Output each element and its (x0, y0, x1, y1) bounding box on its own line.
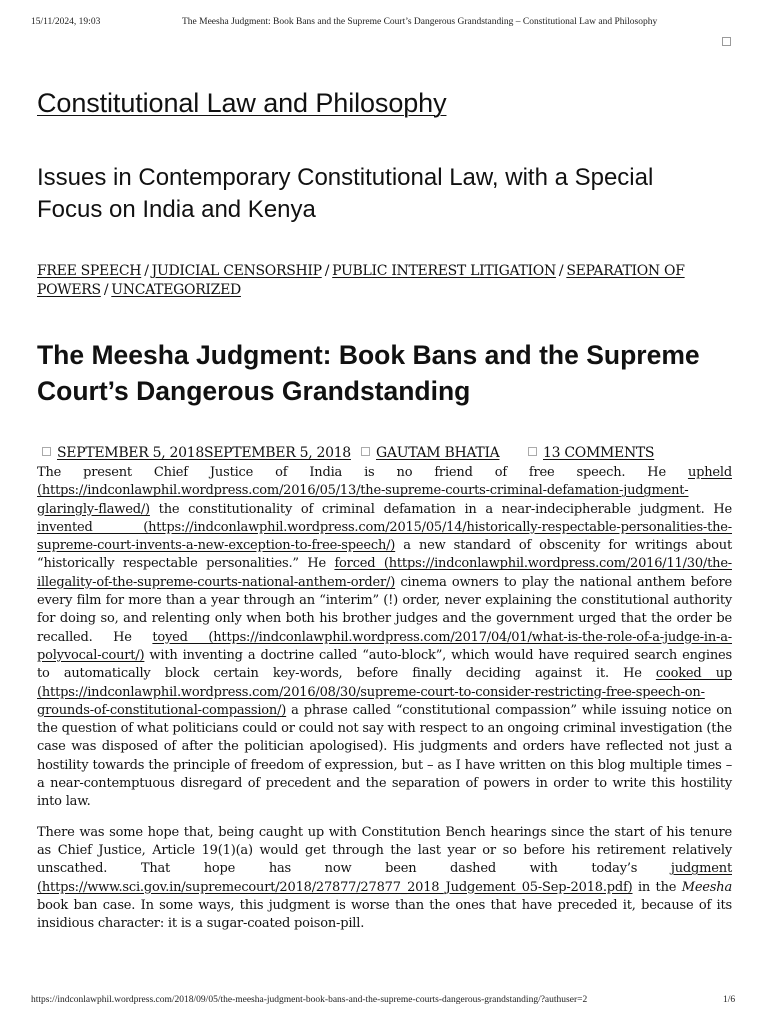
text-run: The present Chief Justice of India is no friend of free speech. He (37, 465, 688, 480)
category-separator: / (558, 263, 564, 279)
category-link-uncategorized[interactable]: UNCATEGORIZED (111, 282, 241, 298)
checkbox-icon[interactable] (722, 37, 731, 46)
print-url: https://indconlawphil.wordpress.com/2018/09/05/the-meesha-judgment-book-bans-and-the-supreme-courts-dangerous-grandstanding/?authuser=2 (31, 995, 588, 1005)
print-page-title: The Meesha Judgment: Book Bans and the Supreme Court’s Dangerous Grandstanding – Constitutional Law and Philosophy (182, 17, 658, 27)
category-separator: / (144, 263, 149, 279)
calendar-icon (42, 447, 51, 456)
text-run: book ban case. In some ways, this judgment is worse than the ones that have preceded it, because of its insidious character: it is a sugar-coated poison-pill. (37, 897, 732, 932)
link-cooked-up[interactable]: cooked up (https://indconlawphil.wordpress.com/2016/08/30/supreme-court-to-consider-restricting-free-speech-on-grounds-of-constitutional-compassion/) (37, 666, 732, 718)
category-link-free-speech[interactable]: FREE SPEECH (37, 263, 142, 279)
site-description: Issues in Contemporary Constitutional Law, with a Special Focus on India and Kenya (37, 164, 654, 223)
comment-icon (528, 447, 537, 456)
paragraph-2 (37, 824, 732, 934)
category-link-separation-of-powers[interactable]: SEPARATION OF POWERS (37, 263, 685, 298)
text-run: cinema owners to play the national anthem before every film for more than a year through an “interim” (!) order, never explaining the constitutional authority for doing so, and relenting only when both his brother judges and the government urged that the order be recalled. He (37, 574, 732, 645)
paragraph-1 (37, 464, 732, 812)
category-separator: / (103, 282, 109, 298)
category-link-public-interest-litigation[interactable]: PUBLIC INTEREST LITIGATION (332, 263, 556, 279)
post-comments-link[interactable]: 13 COMMENTS (543, 445, 655, 461)
link-forced[interactable]: forced (https://indconlawphil.wordpress.com/2016/11/30/the-illegality-of-the-supreme-courts-national-anthem-order/) (37, 556, 732, 590)
category-link-judicial-censorship[interactable]: JUDICIAL CENSORSHIP (151, 263, 322, 279)
case-name: Meesha (681, 879, 732, 895)
text-run: the constitutionality of criminal defamation in a near-indecipherable judgment. He (149, 501, 732, 517)
category-separator: / (324, 263, 330, 279)
post-author (361, 445, 499, 461)
post-comments (528, 445, 654, 461)
text-run: a new standard of obscenity for writings about “historically respectable personalities.” He (37, 538, 732, 572)
link-toyed[interactable]: toyed (https://indconlawphil.wordpress.com/2017/04/01/what-is-the-role-of-a-judge-in-a-polyvocal-court/) (37, 629, 732, 663)
post-title: The Meesha Judgment: Book Bans and the Supreme Court’s Dangerous Grandstanding (37, 340, 700, 406)
print-footer (0, 992, 768, 1012)
text-run: with inventing a doctrine called “auto-block”, which would have required search engines to automatically block certain key-words, before finally deciding against it. He (37, 647, 732, 682)
text-run: There was some hope that, being caught up with Constitution Bench hearings since the start of his tenure as Chief Justice, Article 19(1)(a) would get through the last year or so before his retirement relatively unscathed. That hope has now been dashed with today’s (37, 824, 732, 877)
post-date-link[interactable]: SEPTEMBER 5, 2018SEPTEMBER 5, 2018 (57, 445, 351, 461)
text-run: in the (632, 879, 682, 895)
link-judgment[interactable]: judgment (https://www.sci.gov.in/supremecourt/2018/27877/27877_2018_Judgement_05-Sep-2018.pdf) (37, 861, 732, 895)
page-number: 1/6 (723, 995, 736, 1005)
text-run: a phrase called “constitutional compassion” while issuing notice on the question of what politicians could or could not say with respect to an ongoing criminal investigation (the case was disposed of after the politician apologised). His judgments and orders have reflected not just a hostility towards the principle of freedom of expression, but – as I have written on this blog multiple times – a near-contemptuous disregard of precedent and the separation of powers in order to write this hostility into law. (37, 702, 732, 810)
post-categories (37, 262, 737, 300)
link-invented[interactable]: invented (https://indconlawphil.wordpress.com/2015/05/14/historically-respectable-personalities-the-supreme-court-invents-a-new-exception-to-free-speech/) (37, 519, 732, 554)
post-author-link[interactable]: GAUTAM BHATIA (376, 445, 500, 461)
site-title-link[interactable]: Constitutional Law and Philosophy (37, 88, 447, 118)
post-body (37, 464, 732, 945)
post-meta (37, 445, 737, 465)
user-icon (361, 447, 370, 456)
print-header (0, 0, 768, 40)
print-datetime: 15/11/2024, 19:03 (31, 17, 101, 27)
link-upheld[interactable]: upheld (https://indconlawphil.wordpress.com/2016/05/13/the-supreme-courts-criminal-defamation-judgment-glaringly-flawed/) (37, 465, 732, 517)
post-date (42, 445, 351, 461)
